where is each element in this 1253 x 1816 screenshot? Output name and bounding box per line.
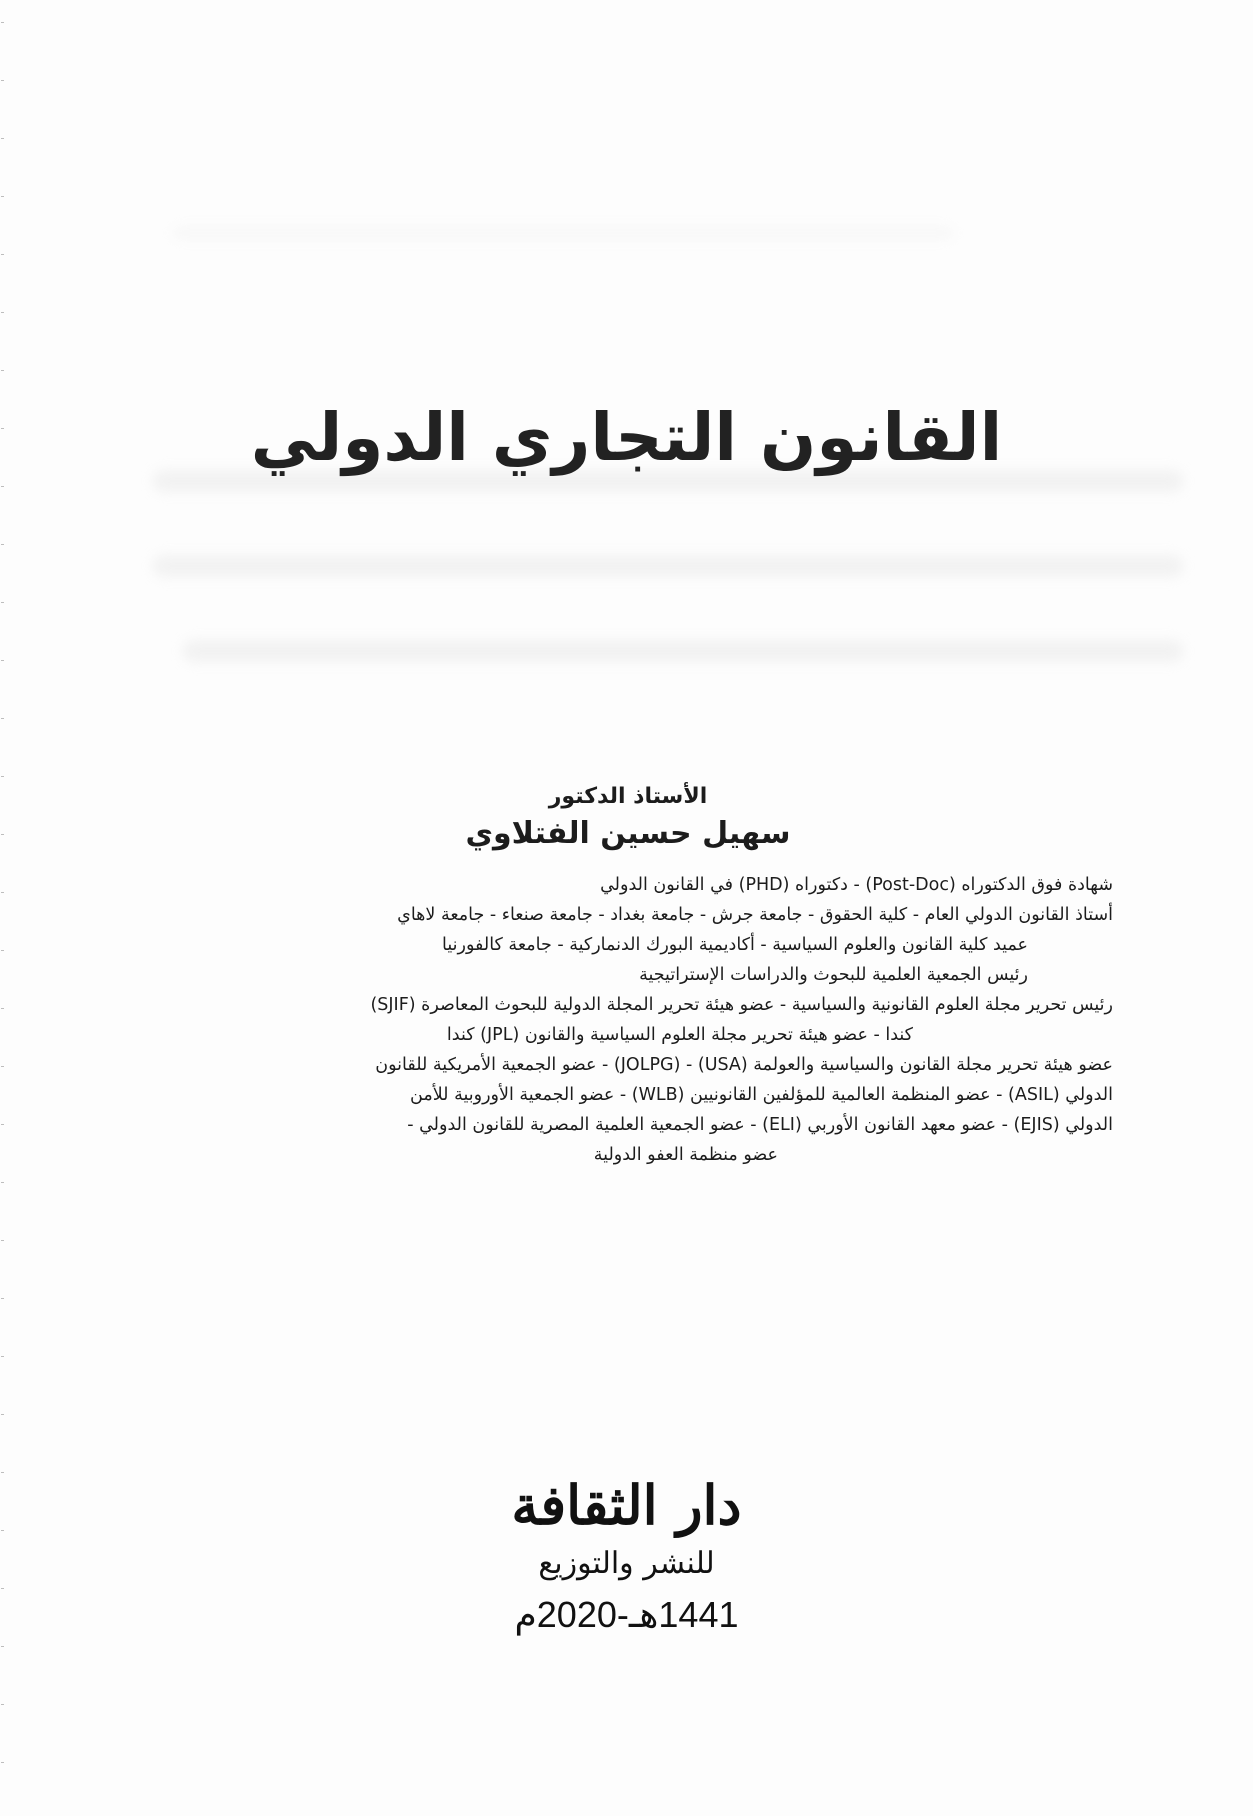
edge-mark bbox=[1, 776, 4, 777]
edge-mark bbox=[1, 834, 4, 835]
credential-line: عضو منظمة العفو الدولية bbox=[593, 1145, 778, 1165]
credential-line: عضو هيئة تحرير مجلة القانون والسياسية والعولمة (USA) - (JOLPG) - عضو الجمعية الأمريكية للقانون bbox=[375, 1055, 1113, 1075]
author-block bbox=[358, 782, 898, 854]
author-credentials bbox=[123, 870, 1113, 1170]
edge-mark bbox=[1, 1240, 4, 1241]
publisher-tagline: للنشر والتوزيع bbox=[538, 1546, 715, 1581]
edge-mark bbox=[1, 1124, 4, 1125]
edge-mark bbox=[1, 1762, 4, 1763]
edge-mark bbox=[1, 1646, 4, 1647]
edge-mark bbox=[1, 950, 4, 951]
edge-mark bbox=[1, 486, 4, 487]
publisher-block bbox=[0, 1470, 1253, 1638]
edge-mark bbox=[1, 312, 4, 313]
credential-line: رئيس تحرير مجلة العلوم القانونية والسياسية - عضو هيئة تحرير المجلة الدولية للبحوث المعاصرة (SJIF) bbox=[370, 995, 1113, 1015]
edge-mark bbox=[1, 1008, 4, 1009]
edge-mark bbox=[1, 1298, 4, 1299]
edge-mark bbox=[1, 370, 4, 371]
credential-line: الدولي (EJIS) - عضو معهد القانون الأوربي (ELI) - عضو الجمعية العلمية المصرية للقانون الدولي - bbox=[407, 1115, 1113, 1135]
credential-line: رئيس الجمعية العلمية للبحوث والدراسات الإستراتيجية bbox=[639, 965, 1028, 985]
edge-mark bbox=[1, 544, 4, 545]
edge-mark bbox=[1, 1182, 4, 1183]
edge-mark bbox=[1, 602, 4, 603]
edge-mark bbox=[1, 254, 4, 255]
edge-mark bbox=[1, 196, 4, 197]
bleed-through-shadow bbox=[153, 555, 1183, 577]
edge-mark bbox=[1, 660, 4, 661]
bleed-through-shadow bbox=[173, 228, 953, 238]
author-name: سهيل حسين الفتلاوي bbox=[465, 816, 791, 851]
credential-line: أستاذ القانون الدولي العام - كلية الحقوق - جامعة جرش - جامعة بغداد - جامعة صنعاء - جامعة لاهاي bbox=[397, 905, 1113, 925]
book-title: القانون التجاري الدولي bbox=[250, 399, 1003, 477]
publisher-name: دار الثقافة bbox=[511, 1473, 742, 1537]
author-label: الأستاذ الدكتور bbox=[548, 784, 708, 809]
credential-line: الدولي (ASIL) - عضو المنظمة العالمية للمؤلفين القانونيين (WLB) - عضو الجمعية الأوروبية للأمن bbox=[410, 1085, 1113, 1105]
publication-year: 1441هـ-2020م bbox=[514, 1594, 739, 1635]
credential-line: كندا - عضو هيئة تحرير مجلة العلوم السياسية والقانون (JPL) كندا bbox=[446, 1025, 913, 1045]
edge-mark bbox=[1, 718, 4, 719]
edge-mark bbox=[1, 1066, 4, 1067]
publisher-logo bbox=[511, 1470, 741, 1584]
edge-mark bbox=[1, 892, 4, 893]
edge-mark bbox=[1, 1704, 4, 1705]
edge-mark bbox=[1, 22, 4, 23]
edge-mark bbox=[1, 138, 4, 139]
edge-mark bbox=[1, 1356, 4, 1357]
credential-line: شهادة فوق الدكتوراه (Post-Doc) - دكتوراه (PHD) في القانون الدولي bbox=[600, 875, 1113, 895]
credential-line: عميد كلية القانون والعلوم السياسية - أكاديمية البورك الدنماركية - جامعة كالفورنيا bbox=[442, 935, 1028, 955]
bleed-through-shadow bbox=[183, 640, 1183, 662]
edge-mark bbox=[1, 80, 4, 81]
edge-mark bbox=[1, 1414, 4, 1415]
